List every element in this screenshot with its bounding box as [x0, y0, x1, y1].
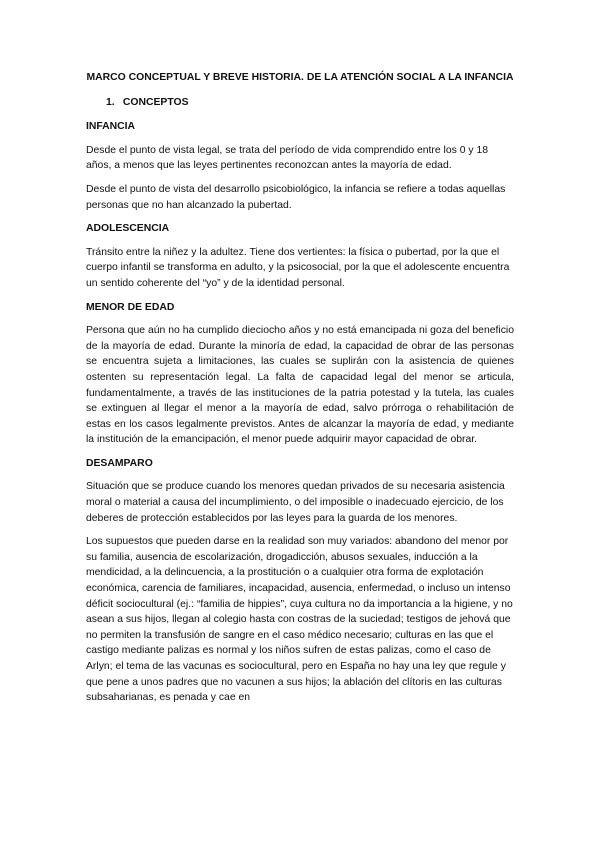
- paragraph-adolescencia: Tránsito entre la niñez y la adultez. Tiene dos vertientes: la física o pubertad, por la que el cuerpo infantil se transforma en adulto, y la psicosocial, por la que el adolescente encuentra un sentido coherente del “yo” y de la identidad personal.: [86, 246, 510, 289]
- heading-desamparo: DESAMPARO: [86, 457, 153, 469]
- paragraph-desamparo-supuestos: Los supuestos que pueden darse en la realidad son muy variados: abandono del menor por su familia, ausencia de escolarización, drogadicción, abusos sexuales, inducción a la mendicidad, a la delincuencia, a la prostitución o a cualquier otra forma de explotación económica, carencia de familiares, incapacidad, ausencia, enfermedad, o incluso un intenso déficit sociocultural (ej.: “familia de hippies”, cuya cultura no da importancia a la higiene, y no asean a sus hijos, llegan al colegio hasta con costras de la suciedad; testigos de jehová que no permiten la transfusión de sangre en el caso médico necesario; culturas en las que el castigo mediante palizas es normal y los niños sufren de estas palizas, como el caso de Arlyn; el tema de las vacunas es sociocultural, pero en España no hay una ley que regule y que pene a unos padres que no vacunen a sus hijos; la ablación del clítoris en las culturas subsaharianas, es penada y cae en: [86, 536, 513, 704]
- section-title: CONCEPTOS: [122, 96, 189, 108]
- section-number: 1.: [106, 96, 115, 108]
- paragraph-desamparo-definicion: Situación que se produce cuando los menores quedan privados de su necesaria asistencia moral o material a causa del incumplimiento, o del imposible o inadecuado ejercicio, de los deberes de protección establecidos por las leyes para la guarda de los menores.: [86, 481, 505, 524]
- document-title: MARCO CONCEPTUAL Y BREVE HISTORIA. DE LA ATENCIÓN SOCIAL A LA INFANCIA: [86, 72, 514, 83]
- heading-infancia: INFANCIA: [86, 121, 136, 133]
- paragraph-menor-de-edad: Persona que aún no ha cumplido dieciocho años y no está emancipada ni goza del beneficio de la mayoría de edad. Durante la minoría de edad, la capacidad de obrar de las personas se encuentra sujeta a limitaciones, las cuales se suplirán con la asistencia de quienes ostenten su representación legal. La falta de capacidad legal del menor se articula, fundamentalmente, a través de las instituciones de la patria potestad y la tutela, las cuales se extinguen al llegar el menor a la mayoría de edad, salvo prórroga o rehabilitación de estas en los casos legalmente previstos. Antes de alcanzar la mayoría de edad, y mediante la institución de la emancipación, el menor puede adquirir mayor capacidad de obrar.: [86, 325, 514, 446]
- heading-menor-de-edad: MENOR DE EDAD: [86, 301, 175, 313]
- paragraph-infancia-psicobiologico: Desde el punto de vista del desarrollo psicobiológico, la infancia se refiere a todas aquellas personas que no han alcanzado la pubertad.: [86, 183, 506, 211]
- heading-adolescencia: ADOLESCENCIA: [86, 223, 170, 235]
- section-heading: [106, 95, 514, 111]
- paragraph-infancia-legal: Desde el punto de vista legal, se trata del período de vida comprendido entre los 0 y 18 años, a menos que las leyes pertinentes reconozcan antes la mayoría de edad.: [86, 144, 489, 172]
